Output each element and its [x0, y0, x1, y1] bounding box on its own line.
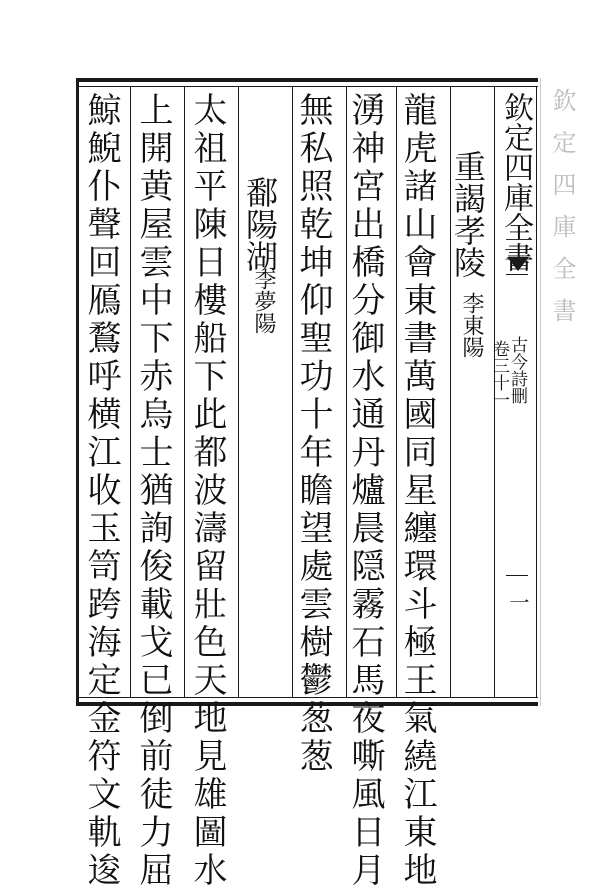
margin-mark — [506, 575, 528, 576]
verse-column: 龍虎諸山會東書萬國同星纏環斗極王氣繞江東地 — [397, 92, 437, 890]
edge-bleed-text: 欽定四庫全書 — [548, 88, 576, 340]
margin-volume: 卷三十一 — [489, 340, 509, 408]
poem-title-1: 重謁孝陵 — [449, 150, 487, 278]
verse-column: 鯨鯢仆聲回鴈鶩呼横江收玉笥跨海定金符文軌逡 — [81, 92, 121, 890]
inner-top-rule — [76, 86, 538, 87]
poem-author-2: 李夢陽 — [251, 268, 276, 334]
margin-page-number: 一 — [506, 592, 530, 612]
column-rule — [184, 86, 185, 697]
column-rule — [238, 86, 239, 697]
poem-author-1: 李東陽 — [459, 292, 484, 358]
margin-header: 欽定四庫全書 — [498, 92, 533, 272]
poem-title-2: 鄱陽湖 — [241, 176, 279, 272]
verse-column: 湧神宮出橋分御水通丹爐晨隠霧石馬夜嘶風日月 — [345, 92, 385, 890]
column-rule — [130, 86, 131, 697]
column-rule — [536, 86, 537, 697]
page-edge — [540, 78, 541, 706]
verse-column: 上開黄屋雲中下赤烏士猶詢俊載戈已倒前徒力屈 — [133, 92, 173, 890]
verse-column: 太祖平陳日樓船下此都波濤留壯色天地見雄圖水 — [187, 92, 227, 890]
margin-book-title: 古今詩刪 — [507, 336, 527, 404]
margin-mark — [506, 274, 528, 275]
fishtail-mark — [507, 257, 529, 271]
verse-column: 無私照乾坤仰聖功十年瞻望處雲樹鬱葱葱 — [293, 92, 333, 776]
